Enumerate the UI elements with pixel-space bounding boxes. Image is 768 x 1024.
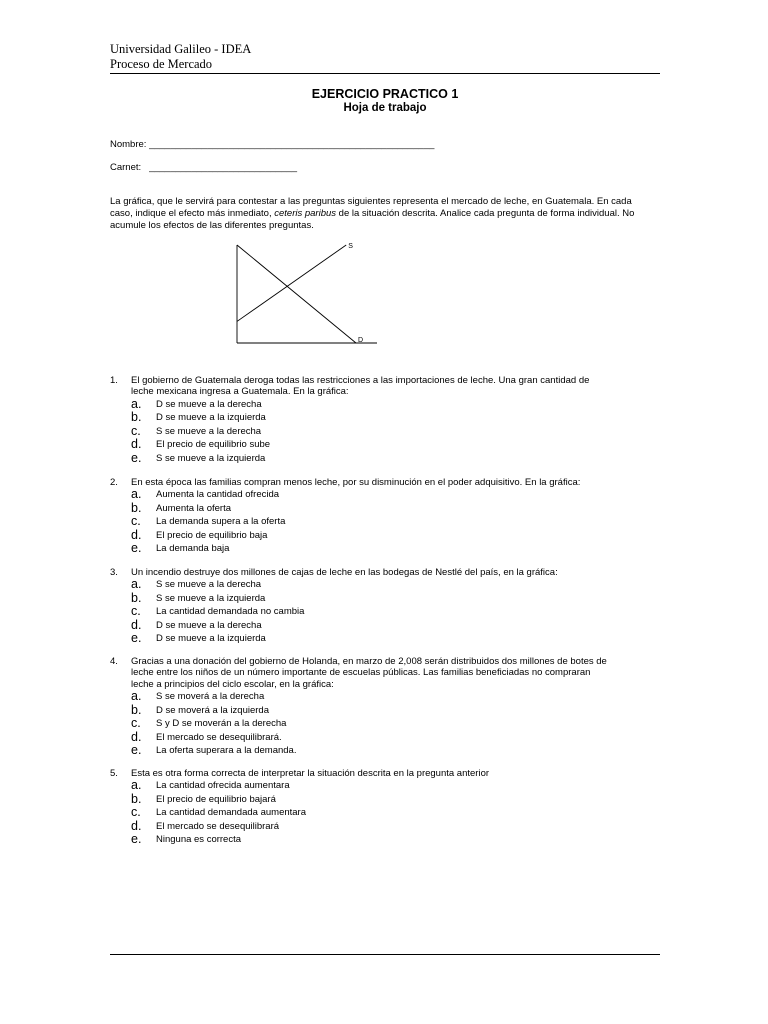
answer-option[interactable] (131, 632, 655, 646)
series-label-s: S (348, 243, 353, 250)
carnet-line: ____________________________ (149, 162, 298, 173)
intro-emphasis: ceteris paribus (274, 208, 337, 219)
question-4 (110, 656, 655, 758)
question-number: 5. (110, 768, 118, 779)
option-text: La cantidad ofrecida aumentara (156, 780, 290, 792)
option-text: S se mueve a la derecha (156, 579, 262, 591)
option-letter: a. (131, 778, 142, 793)
option-letter: a. (131, 689, 142, 704)
option-text: D se mueve a la izquierda (156, 633, 266, 645)
option-letter: d. (131, 729, 142, 744)
question-number: 3. (110, 567, 118, 578)
name-field[interactable] (110, 139, 434, 150)
option-letter: b. (131, 500, 142, 515)
question-stem (131, 768, 655, 779)
option-text: La demanda supera a la oferta (156, 516, 286, 528)
answer-options (131, 690, 655, 758)
option-text: La cantidad demandada aumentara (156, 807, 307, 819)
page-subtitle: Hoja de trabajo (343, 102, 427, 114)
option-text: Aumenta la cantidad ofrecida (156, 489, 280, 501)
answer-option[interactable] (131, 605, 655, 619)
answer-option[interactable] (131, 438, 655, 452)
option-letter: e. (131, 541, 142, 556)
option-letter: b. (131, 702, 142, 717)
option-text: El precio de equilibrio sube (156, 439, 271, 451)
option-text: S se mueve a la izquierda (156, 592, 266, 604)
answer-option[interactable] (131, 619, 655, 633)
question-number: 4. (110, 656, 118, 667)
answer-option[interactable] (131, 529, 655, 543)
question-stem-line: En esta época las familias compran menos leche, por su disminución en el poder adquisitivo. En la gráfica: (131, 477, 581, 488)
option-text: S se moverá a la derecha (156, 691, 265, 703)
answer-option[interactable] (131, 717, 655, 731)
option-letter: d. (131, 818, 142, 833)
option-letter: e. (131, 631, 142, 646)
header-rule (110, 73, 660, 74)
question-number: 1. (110, 375, 118, 386)
option-text: El precio de equilibrio bajará (156, 793, 276, 805)
option-text: S se mueve a la derecha (156, 425, 262, 437)
option-letter: c. (131, 604, 141, 619)
question-5 (110, 768, 655, 847)
question-stem-line: Esta es otra forma correcta de interpretar la situación descrita en la pregunta anterior (131, 768, 490, 779)
answer-option[interactable] (131, 411, 655, 425)
question-stem-line: Un incendio destruye dos millones de cajas de leche en las bodegas de Nestlé del país, en la gráfica: (131, 567, 558, 578)
option-letter: b. (131, 410, 142, 425)
answer-option[interactable] (131, 793, 655, 807)
question-stem (131, 375, 655, 398)
answer-option[interactable] (131, 502, 655, 516)
answer-options (131, 578, 655, 646)
question-stem (131, 477, 655, 488)
option-letter: b. (131, 590, 142, 605)
option-letter: d. (131, 617, 142, 632)
question-3 (110, 567, 655, 646)
option-text: S y D se moverán a la derecha (156, 718, 287, 730)
option-text: D se moverá a la izquierda (156, 704, 269, 716)
option-letter: b. (131, 791, 142, 806)
series-label-d: D (358, 337, 364, 344)
option-letter: a. (131, 487, 142, 502)
question-stem-line: Gracias a una donación del gobierno de Holanda, en marzo de 2,008 serán distribuidos dos millones de botes de (131, 656, 607, 667)
answer-option[interactable] (131, 690, 655, 704)
answer-option[interactable] (131, 398, 655, 412)
question-1 (110, 375, 655, 465)
question-2 (110, 477, 655, 556)
series-line-s (237, 245, 346, 321)
question-stem-line: El gobierno de Guatemala deroga todas las restricciones a las importaciones de leche. Una gran cantidad de (131, 375, 590, 386)
option-letter: d. (131, 437, 142, 452)
answer-option[interactable] (131, 704, 655, 718)
option-letter: e. (131, 450, 142, 465)
supply-demand-chart (230, 242, 390, 348)
answer-option[interactable] (131, 779, 655, 793)
answer-options (131, 398, 655, 466)
answer-option[interactable] (131, 744, 655, 758)
question-number: 2. (110, 477, 118, 488)
answer-option[interactable] (131, 515, 655, 529)
course-name: Proceso de Mercado (110, 57, 213, 71)
carnet-field[interactable] (110, 162, 297, 173)
option-letter: e. (131, 743, 142, 758)
option-text: S se mueve a la izquierda (156, 452, 266, 464)
instructions-paragraph (110, 196, 640, 232)
intro-text-2: de la situación descrita. Analice cada pregunta de forma individual. No acumule los efectos de las diferentes preguntas. (110, 208, 635, 231)
question-stem-line: leche mexicana ingresa a Guatemala. En la gráfica: (131, 386, 349, 398)
name-label: Nombre: (110, 139, 147, 150)
option-text: El precio de equilibrio baja (156, 529, 268, 541)
name-line: ______________________________________________________ (149, 139, 435, 150)
option-letter: c. (131, 805, 141, 820)
option-text: D se mueve a la derecha (156, 619, 262, 631)
answer-option[interactable] (131, 806, 655, 820)
answer-option[interactable] (131, 488, 655, 502)
question-stem-line: leche a principios del ciclo escolar, en la gráfica: (131, 678, 334, 690)
question-stem-line: leche entre los niños de un número importante de escuelas públicas. Las familias beneficiadas no compraran (131, 667, 591, 679)
option-text: La cantidad demandada no cambia (156, 606, 305, 618)
intro-text-1: La gráfica, que le servirá para contestar a las preguntas siguientes representa el mercado de leche, en Guatemala. En cada caso, indique el efecto más inmediato, (110, 196, 632, 219)
answer-options (131, 488, 655, 556)
option-text: La demanda baja (156, 543, 230, 555)
option-text: El mercado se desequilibrará. (156, 731, 282, 743)
option-letter: c. (131, 423, 141, 438)
option-letter: a. (131, 577, 142, 592)
option-letter: a. (131, 396, 142, 411)
option-text: La oferta superara a la demanda. (156, 745, 297, 757)
answer-option[interactable] (131, 425, 655, 439)
carnet-label: Carnet: (110, 162, 142, 173)
answer-option[interactable] (131, 592, 655, 606)
answer-option[interactable] (131, 820, 655, 834)
answer-options (131, 779, 655, 847)
option-text: Ninguna es correcta (156, 834, 242, 846)
footer-rule (110, 954, 660, 955)
question-stem (131, 656, 655, 690)
option-letter: c. (131, 716, 141, 731)
option-text: D se mueve a la derecha (156, 398, 262, 410)
series-line-d (237, 245, 356, 343)
question-stem (131, 567, 655, 578)
option-letter: c. (131, 514, 141, 529)
answer-option[interactable] (131, 833, 655, 847)
option-letter: e. (131, 832, 142, 847)
answer-option[interactable] (131, 578, 655, 592)
answer-option[interactable] (131, 731, 655, 745)
page-title: EJERCICIO PRACTICO 1 (311, 87, 459, 101)
option-text: Aumenta la oferta (156, 502, 231, 514)
option-letter: d. (131, 527, 142, 542)
answer-option[interactable] (131, 542, 655, 556)
answer-option[interactable] (131, 452, 655, 466)
option-text: D se mueve a la izquierda (156, 412, 266, 424)
option-text: El mercado se desequilibrará (156, 820, 280, 832)
university-name: Universidad Galileo - IDEA (110, 42, 252, 56)
